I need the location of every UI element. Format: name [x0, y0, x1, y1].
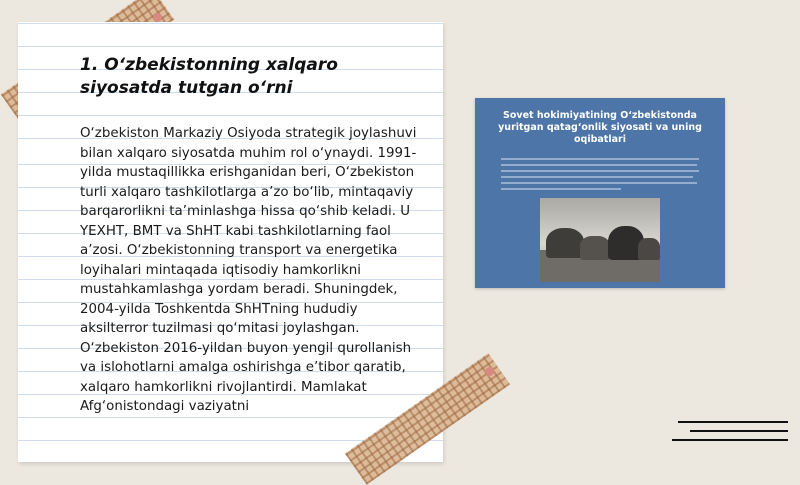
pin-dot	[485, 367, 494, 376]
slide-text-line	[501, 158, 699, 160]
slide-title: Sovet hokimiyatining O‘zbekistonda yuritgan qatag‘onlik siyosati va uning oqibatlari	[498, 110, 702, 145]
slide-text-line	[501, 182, 697, 184]
historical-photo	[540, 198, 660, 282]
pin-dot	[153, 13, 162, 22]
decorative-line	[690, 430, 788, 432]
slide-text-line	[501, 188, 621, 190]
decorative-line	[678, 421, 788, 423]
slide-thumbnail	[475, 98, 725, 288]
section-title: 1. O‘zbekistonning xalqaro siyosatda tutgan o‘rni	[80, 55, 338, 98]
section-body-text: O‘zbekiston Markaziy Osiyoda strategik joylashuvi bilan xalqaro siyosatda muhim rol o‘ynaydi. 1991-yilda mustaqillikka erishganidan beri, O‘zbekiston turli xalqaro tashkilotlarga a’zo bo‘lib, mintaqaviy barqarorlikni ta’minlashga hissa qo‘shib keladi. U YEXHT, BMT va ShHT kabi tashkilotlarning faol a’zosi. O‘zbekistonning transport va energetika loyihalari mintaqada iqtisodiy hamkorlikni mustahkamlashga yordam beradi. Shuningdek, 2004-yilda Toshkentda ShHTning hududiy aksilterror tuzilmasi qo‘mitasi joylashgan. O‘zbekiston 2016-yildan buyon yengil qurollanish va islohotlarni amalga oshirishga e’tibor qaratib, xalqaro hamkorlikni rivojlantirdi. Mamlakat Afg‘onistondagi vaziyatni	[80, 126, 417, 414]
decorative-line	[672, 439, 788, 441]
slide-text-line	[501, 164, 697, 166]
slide-text-line	[501, 170, 699, 172]
slide-text-line	[501, 176, 693, 178]
